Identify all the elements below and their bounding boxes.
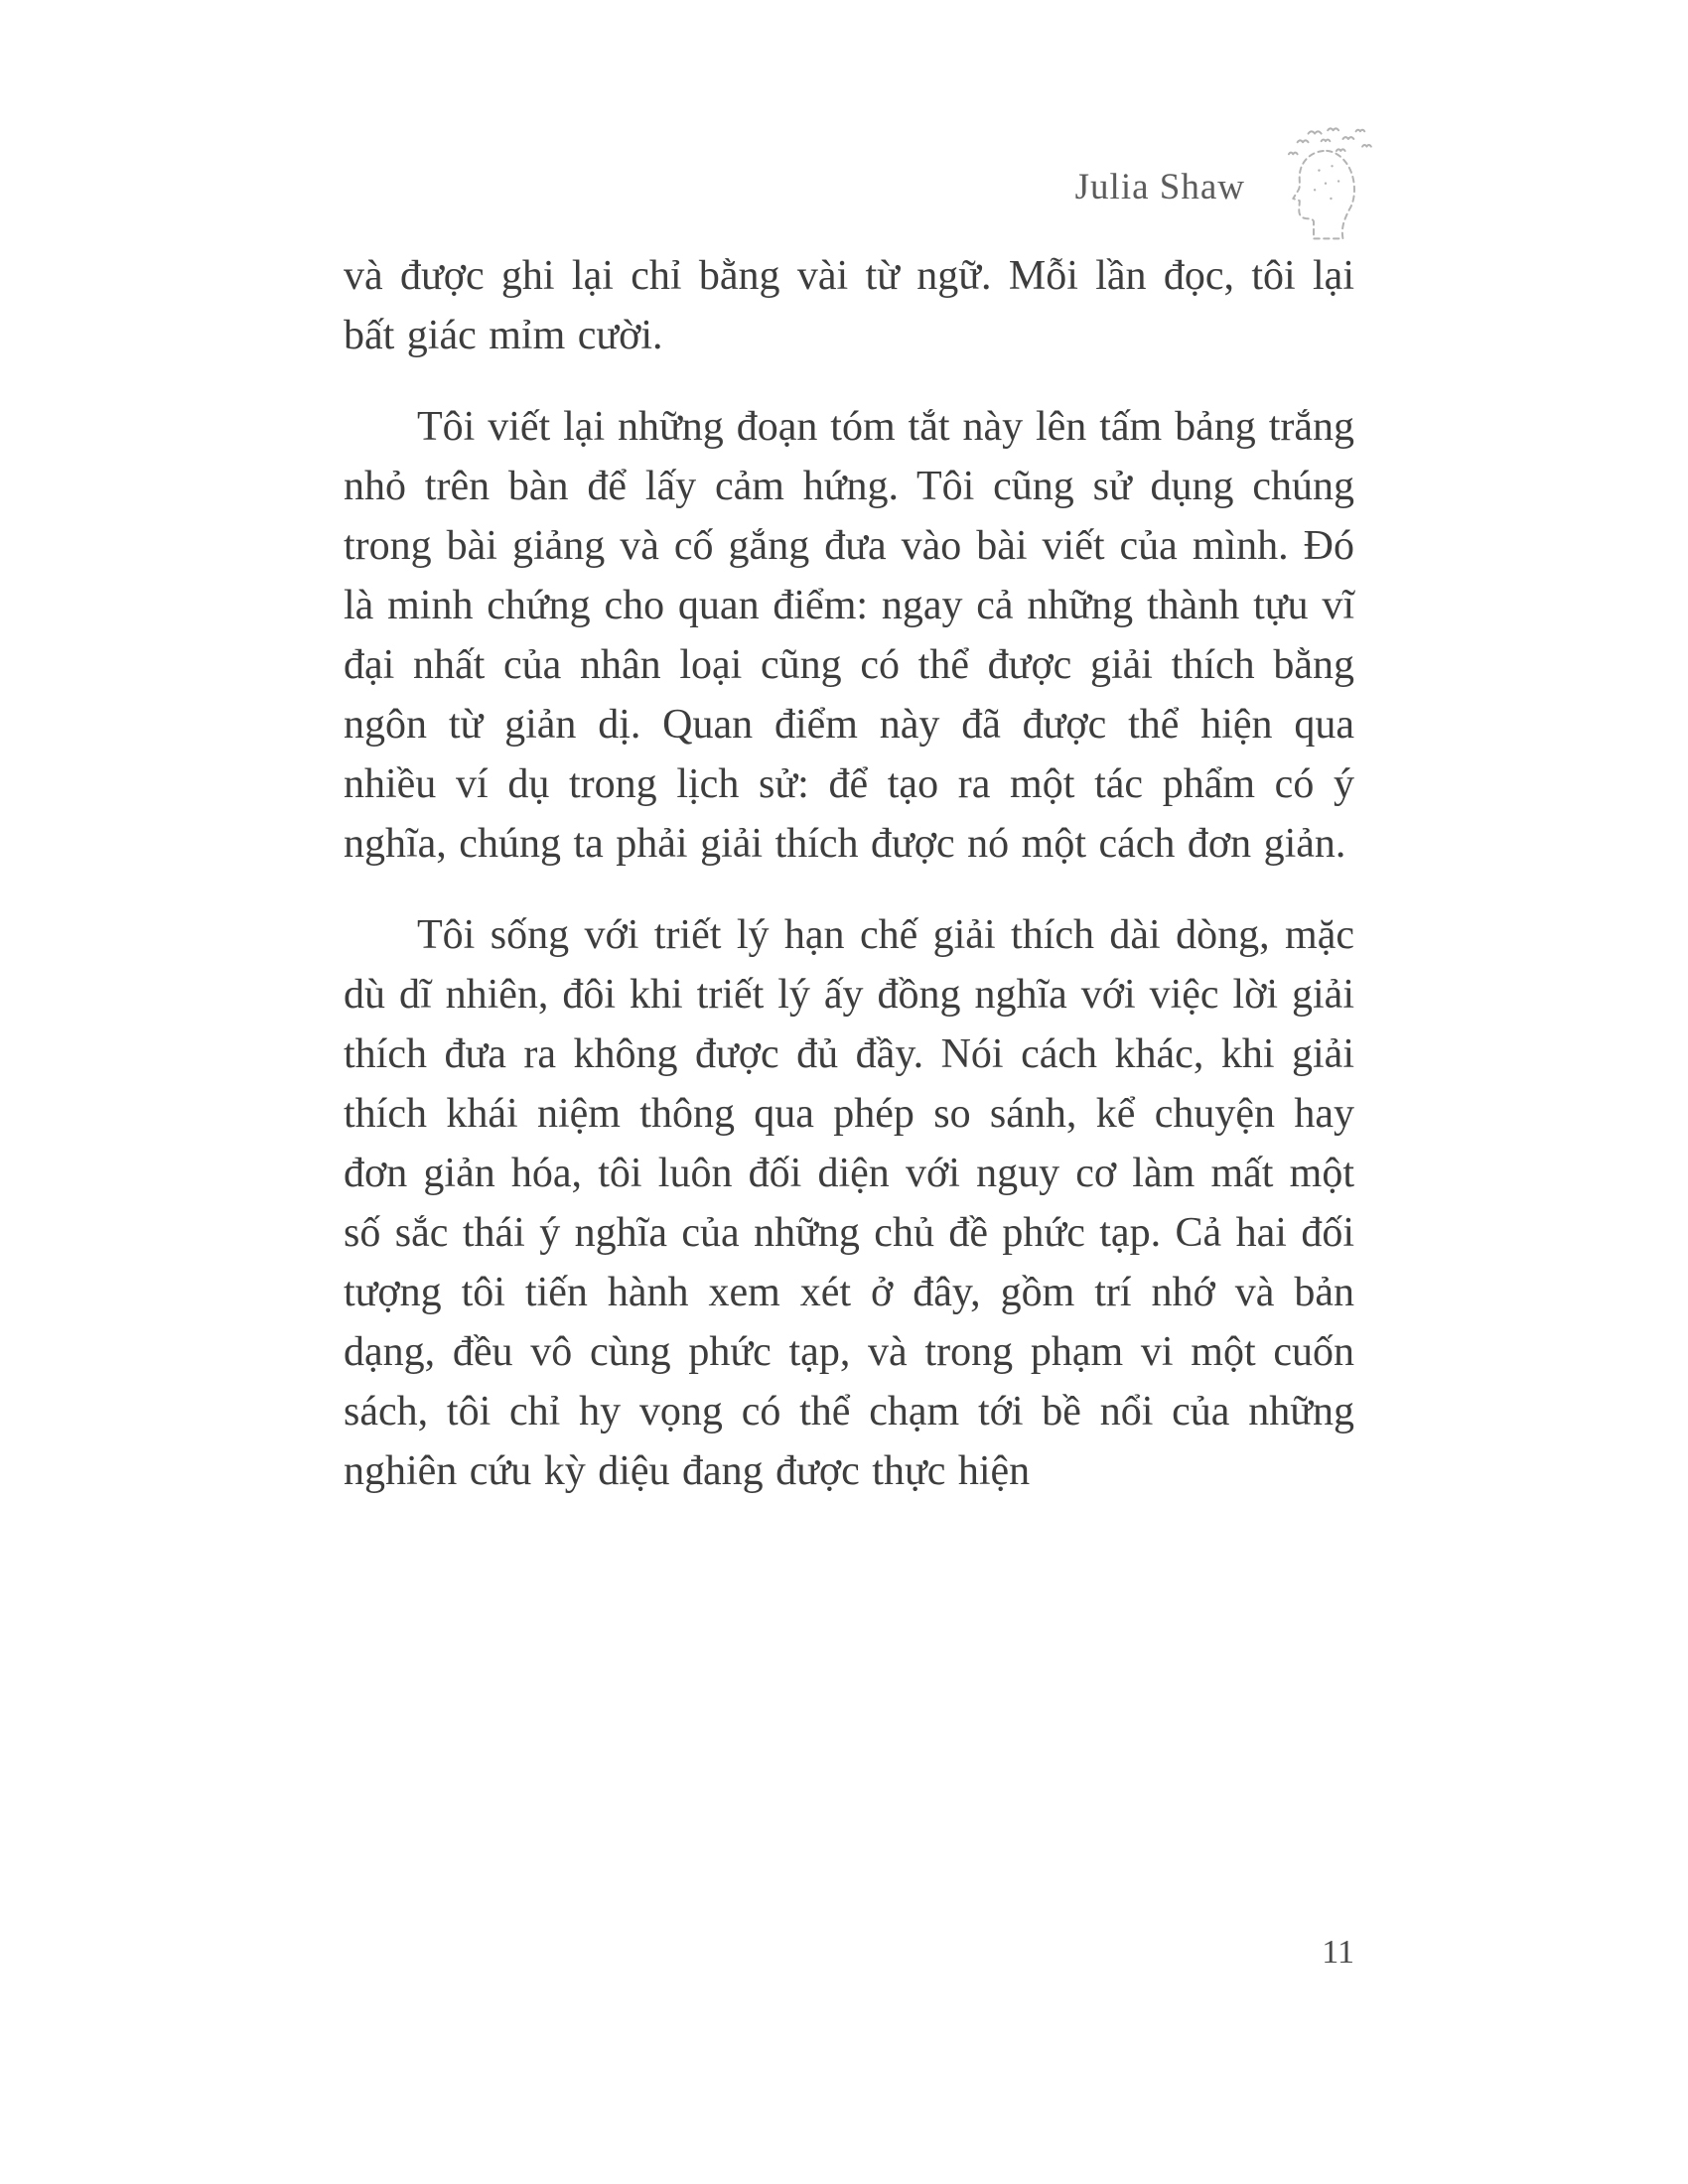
body-text xyxy=(344,246,1354,1533)
paragraph: và được ghi lại chỉ bằng vài từ ngữ. Mỗi lần đọc, tôi lại bất giác mỉm cười. xyxy=(344,253,1354,358)
paragraph: Tôi sống với triết lý hạn chế giải thích dài dòng, mặc dù dĩ nhiên, đôi khi triết lý ấy đồng nghĩa với việc lời giải thích đưa ra không được đủ đầy. Nói cách khác, khi giải thích khái niệm thông qua phép so sánh, kể chuyện hay đơn giản hóa, tôi luôn đối diện với nguy cơ làm mất một số sắc thái ý nghĩa của những chủ đề phức tạp. Cả hai đối tượng tôi tiến hành xem xét ở đây, gồm trí nhớ và bản dạng, đều vô cùng phức tạp, và trong phạm vi một cuốn sách, tôi chỉ hy vọng có thể chạm tới bề nổi của những nghiên cứu kỳ diệu đang được thực hiện xyxy=(344,912,1354,1494)
paragraph: Tôi viết lại những đoạn tóm tắt này lên tấm bảng trắng nhỏ trên bàn để lấy cảm hứng. Tôi cũng sử dụng chúng trong bài giảng và cố gắng đưa vào bài viết của mình. Đó là minh chứng cho quan điểm: ngay cả những thành tựu vĩ đại nhất của nhân loại cũng có thể được giải thích bằng ngôn từ giản dị. Quan điểm này đã được thể hiện qua nhiều ví dụ trong lịch sử: để tạo ra một tác phẩm có ý nghĩa, chúng ta phải giải thích được nó một cách đơn giản. xyxy=(344,404,1354,867)
author-running-head: Julia Shaw xyxy=(1074,166,1245,207)
page-number: 11 xyxy=(1322,1934,1354,1971)
head-with-birds-icon xyxy=(1271,127,1380,246)
page-header xyxy=(1075,127,1380,246)
